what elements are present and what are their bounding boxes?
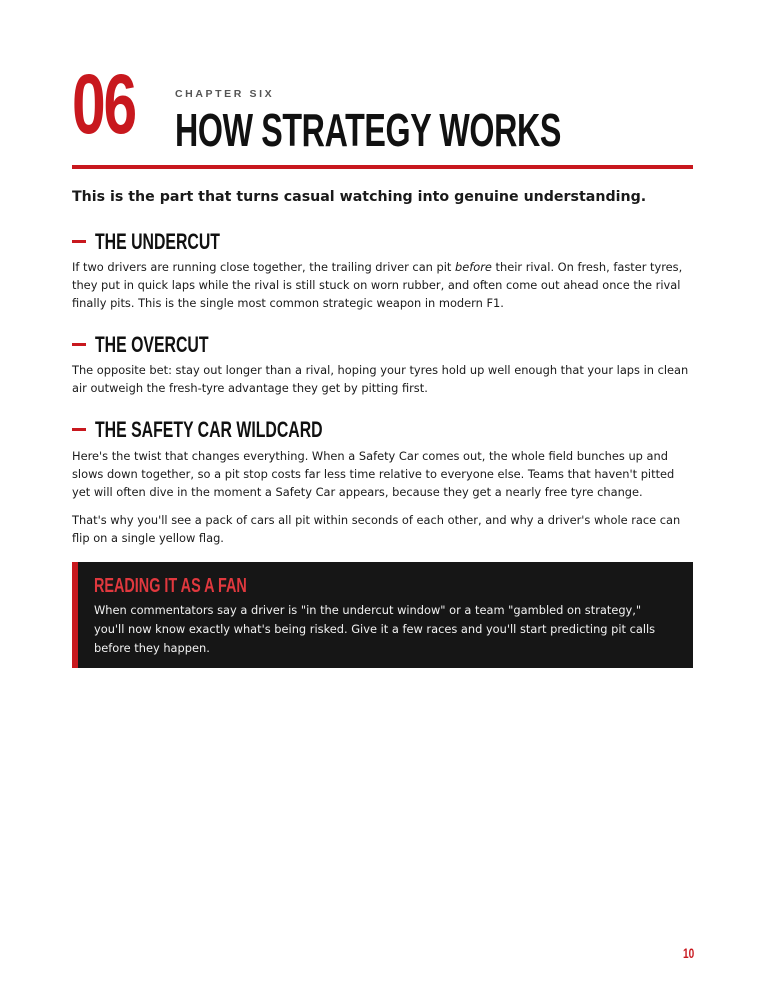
section-heading-undercut — [72, 228, 693, 256]
section-paragraph: Here's the twist that changes everything. When a Safety Car comes out, the whole field bunches up and slows down together, so a pit stop costs far less time relative to everyone else. Teams that haven't pitted yet will often dive in the moment a Safety Car appears, because they get a nearly free tyre change. — [72, 449, 675, 499]
callout-title: READING IT AS A FAN — [94, 575, 247, 597]
callout-accent-bar — [72, 562, 78, 668]
header-rule — [72, 165, 693, 169]
section-dash — [72, 343, 86, 346]
section-dash — [72, 240, 86, 243]
lead-paragraph: This is the part that turns casual watching into genuine understanding. — [72, 189, 647, 205]
paragraph-text: If two drivers are running close together, the trailing driver can pit — [72, 260, 455, 274]
chapter-number: 06 — [72, 57, 135, 151]
section-dash — [72, 428, 86, 431]
section-title: THE OVERCUT — [95, 332, 209, 357]
paragraph-emphasis: before — [455, 260, 492, 274]
callout-text: When commentators say a driver is "in the undercut window" or a team "gambled on strategy," you'll now know exactly what's being risked. Give it a few races and you'll start predicting pit calls before they happen. — [94, 603, 656, 655]
section-title: THE SAFETY CAR WILDCARD — [95, 417, 323, 442]
section-heading-safety-car — [72, 416, 693, 444]
chapter-kicker: CHAPTER SIX — [175, 88, 275, 100]
section-paragraph: The opposite bet: stay out longer than a rival, hoping your tyres hold up well enough that your laps in clean air outweigh the fresh-tyre advantage they get by pitting first. — [72, 363, 689, 395]
chapter-header — [72, 0, 693, 170]
section-heading-overcut — [72, 331, 693, 359]
section-paragraph — [72, 258, 693, 312]
chapter-title: HOW STRATEGY WORKS — [175, 104, 562, 156]
fan-callout-box — [72, 562, 693, 668]
page — [72, 0, 693, 655]
paragraph-text: their rival. On fresh, faster tyres, they put in quick laps while the rival is still stuck on worn rubber, and often come out ahead once the rival finally pits. This is the single most common strategic weapon in modern F1. — [72, 260, 683, 310]
section-paragraph: That's why you'll see a pack of cars all pit within seconds of each other, and why a driver's whole race can flip on a single yellow flag. — [72, 513, 681, 545]
page-number: 10 — [683, 945, 695, 961]
section-title: THE UNDERCUT — [95, 229, 220, 254]
